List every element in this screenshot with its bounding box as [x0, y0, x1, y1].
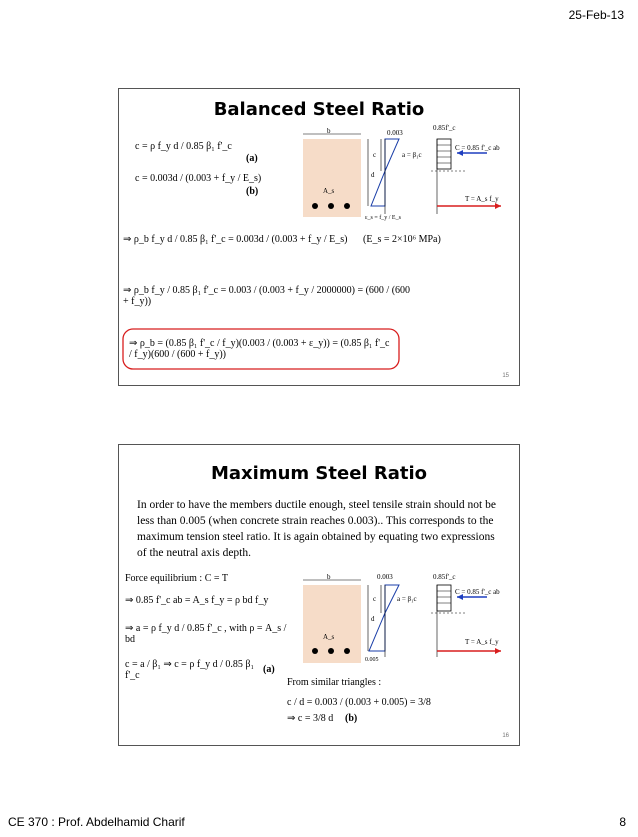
label-as: A_s [323, 187, 335, 195]
label-as: A_s [323, 633, 335, 641]
eq-c: c = a / β₁ ⇒ c = ρ f_y d / 0.85 β₁ f'_c [125, 659, 254, 681]
label-a: a = β₁c [402, 151, 422, 159]
slide-balanced-steel-ratio [118, 88, 520, 386]
eq-tag-a: (a) [263, 664, 275, 675]
label-strain-bottom: ε_s = f_y / E_s [365, 215, 401, 221]
eq-similar: c / d = 0.003 / (0.003 + 0.005) = 3/8 [287, 697, 431, 708]
label-strain-top: 0.003 [387, 129, 403, 137]
slide-paragraph: In order to have the members ductile enough, steel tensile strain should not be less than 0.005 (when concrete strain reaches 0.003).. This corresponds to the maximum tension steel ratio. It is again obtained by equating two expressions of the neutral axis depth. [137, 499, 496, 559]
label-a: a = β₁c [397, 595, 417, 603]
label-tension-force: T = A_s f_y [465, 195, 499, 203]
label-stress: 0.85f'_c [433, 573, 456, 581]
stress-block [437, 585, 451, 611]
label-compression-force: C = 0.85 f'_c ab [455, 144, 500, 152]
eq-c-rho: c = ρ f_y d / 0.85 β₁ f'_c [135, 141, 232, 152]
eq-combine: ⇒ ρ_b f_y d / 0.85 β₁ f'_c = 0.003d / (0.003 + f_y / E_s) [123, 234, 348, 245]
eq-tag-b: (b) [345, 713, 358, 724]
label-strain-top: 0.003 [377, 573, 393, 581]
label-d: d [371, 615, 375, 623]
eq-substitution: ⇒ ρ_b f_y / 0.85 β₁ f'_c = 0.003 / (0.003 + f_y / 2000000) = (600 / (600 + f_y)) [123, 285, 411, 307]
eq-a: ⇒ a = ρ f_y d / 0.85 f'_c , with ρ = A_s / bd [125, 623, 287, 645]
slide-number: 15 [502, 373, 509, 379]
slide-number: 16 [502, 733, 509, 739]
slide-title: Maximum Steel Ratio [211, 463, 427, 484]
header-date: 25-Feb-13 [568, 8, 624, 22]
eq-tag-b: (b) [246, 186, 259, 197]
label-tension-force: T = A_s f_y [465, 638, 499, 646]
label-b: b [327, 127, 331, 135]
label-strain-bottom: 0.005 [365, 657, 379, 663]
label-stress: 0.85f'_c [433, 124, 456, 132]
es-note: (E_s = 2×10⁶ MPa) [363, 234, 441, 245]
similar-triangles-label: From similar triangles : [287, 677, 382, 688]
slide-title: Balanced Steel Ratio [213, 99, 425, 120]
footer-page-number: 8 [619, 815, 626, 829]
footer-course: CE 370 : Prof. Abdelhamid Charif [8, 815, 185, 829]
eq-c-d: ⇒ c = 3/8 d [287, 713, 334, 724]
label-compression-force: C = 0.85 f'_c ab [455, 588, 500, 596]
label-c: c [373, 151, 377, 159]
eq-final: ⇒ ρ_b = (0.85 β₁ f'_c / f_y)(0.003 / (0.003 + ε_y)) = (0.85 β₁ f'_c / f_y)(600 / (600 + f_y)) [129, 338, 390, 360]
eq-tag-a: (a) [246, 153, 258, 164]
eq-c-strain: c = 0.003d / (0.003 + f_y / E_s) [135, 173, 262, 184]
slide-maximum-steel-ratio [118, 444, 520, 746]
label-b: b [327, 573, 331, 581]
eq-force-label: Force equilibrium : C = T [125, 573, 228, 584]
label-d: d [371, 171, 375, 179]
eq-force: ⇒ 0.85 f'_c ab = A_s f_y = ρ bd f_y [125, 595, 269, 606]
label-c: c [373, 595, 377, 603]
